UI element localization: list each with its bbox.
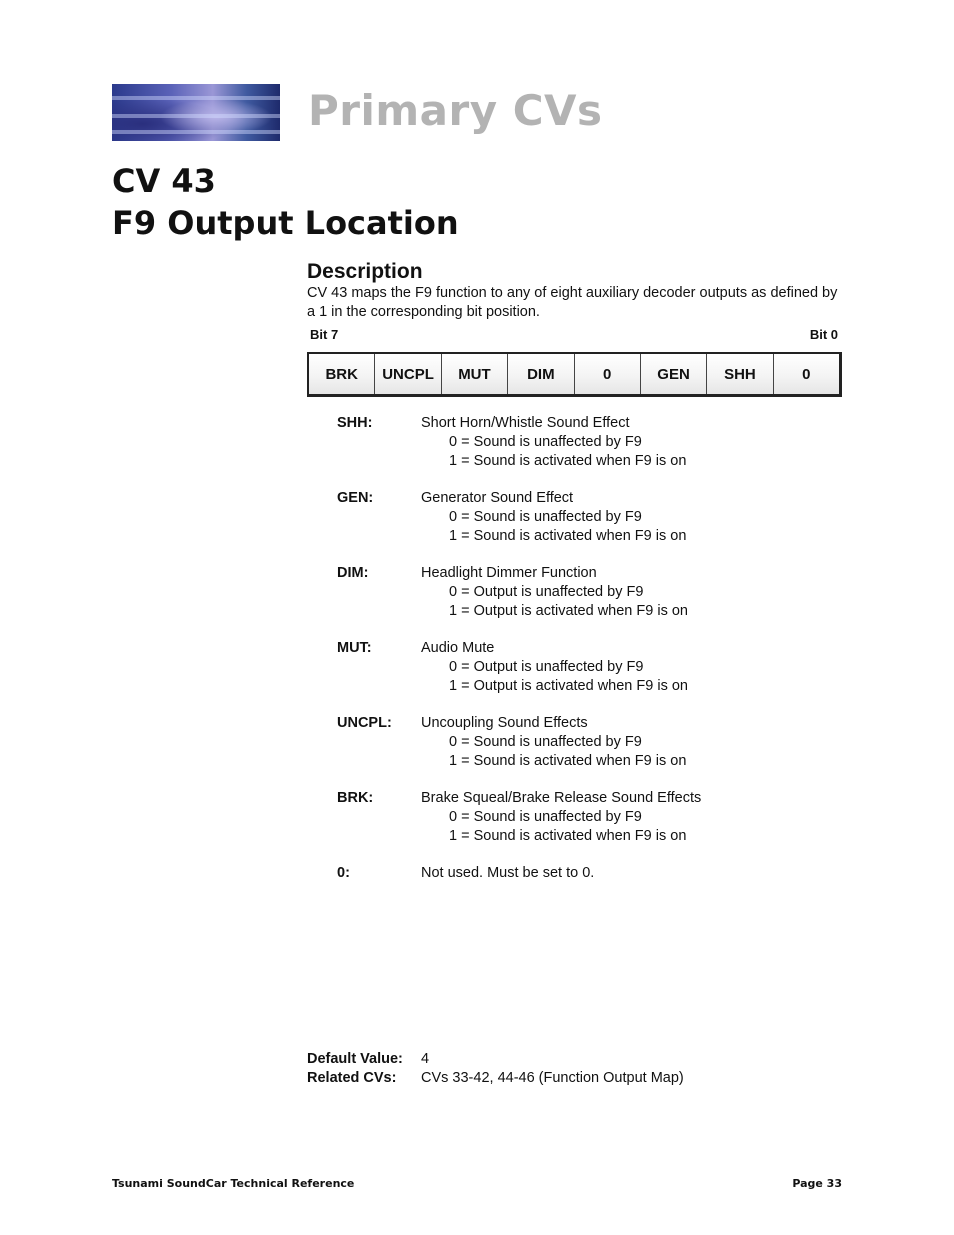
related-cvs-value: CVs 33-42, 44-46 (Function Output Map) [421,1070,684,1086]
definition-key: MUT: [337,640,372,656]
definition-key: SHH: [337,415,373,431]
bit-table [307,352,842,397]
definition-key: 0: [337,865,350,881]
definition-option: 0 = Sound is unaffected by F9 [449,809,642,825]
definition-dim [337,564,837,621]
related-cvs-label: Related CVs: [307,1070,397,1086]
bit-cell: DIM [508,354,574,394]
cv-name: F9 Output Location [112,204,459,242]
default-value-row [307,1050,684,1069]
cv-number: CV 43 [112,162,216,200]
section-title: Primary CVs [308,86,603,135]
definition-mut [337,639,837,696]
definition-option: 0 = Sound is unaffected by F9 [449,734,642,750]
definition-option: 0 = Output is unaffected by F9 [449,659,644,675]
default-value: 4 [421,1051,430,1067]
definition-title: Uncoupling Sound Effects [421,715,588,731]
definition-key: GEN: [337,490,374,506]
bit-definitions [337,414,837,901]
definition-key: BRK: [337,790,374,806]
photo-stripe [112,130,280,134]
photo-stripe [112,96,280,100]
related-cvs-row [307,1069,684,1088]
definition-title: Brake Squeal/Brake Release Sound Effects [421,790,702,806]
cv-meta [307,1050,684,1088]
definition-brk [337,789,837,846]
page-number: Page 33 [792,1177,842,1190]
definition-title: Generator Sound Effect [421,490,574,506]
description-heading: Description [307,260,423,283]
definition-title: Not used. Must be set to 0. [421,865,595,881]
footer-title: Tsunami SoundCar Technical Reference [112,1177,355,1190]
definition-option: 1 = Sound is activated when F9 is on [449,828,687,844]
definition-title: Short Horn/Whistle Sound Effect [421,415,630,431]
cv-title [112,160,459,244]
definition-option: 1 = Output is activated when F9 is on [449,603,688,619]
definition-uncpl [337,714,837,771]
definition-option: 0 = Output is unaffected by F9 [449,584,644,600]
definition-title: Headlight Dimmer Function [421,565,597,581]
bit-cell: GEN [641,354,707,394]
default-value-label: Default Value: [307,1051,403,1067]
description-text: CV 43 maps the F9 function to any of eight auxiliary decoder outputs as defined by a 1 in the corresponding bit position. [307,285,838,320]
definition-shh [337,414,837,471]
photo-stripe [112,114,280,118]
definition-option: 1 = Sound is activated when F9 is on [449,453,687,469]
bit-cell: 0 [575,354,641,394]
definition-option: 0 = Sound is unaffected by F9 [449,434,642,450]
definition-title: Audio Mute [421,640,495,656]
definition-zero [337,864,837,883]
bit-cell: BRK [309,354,375,394]
definition-option: 1 = Sound is activated when F9 is on [449,528,687,544]
definition-key: DIM: [337,565,369,581]
definition-option: 0 = Sound is unaffected by F9 [449,509,642,525]
definition-option: 1 = Sound is activated when F9 is on [449,753,687,769]
header-photo [112,84,280,141]
bit-cell: SHH [707,354,773,394]
bit0-label: Bit 0 [809,327,838,342]
definition-key: UNCPL: [337,715,392,731]
bit-cell: UNCPL [375,354,441,394]
definition-option: 1 = Output is activated when F9 is on [449,678,688,694]
definition-gen [337,489,837,546]
bit-cell: MUT [442,354,508,394]
bit7-label: Bit 7 [310,327,339,342]
bit-cell: 0 [802,365,811,383]
